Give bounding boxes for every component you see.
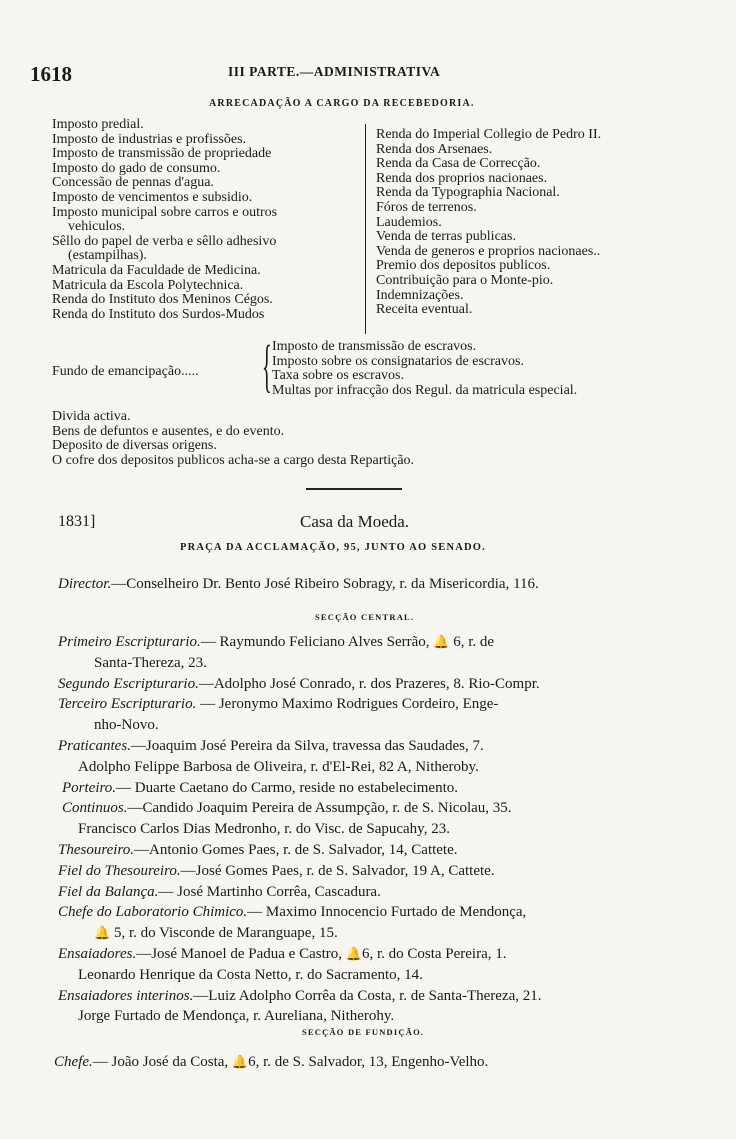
role-label: Thesoureiro. xyxy=(58,841,134,858)
list-item: Imposto sobre os consignatarios de escravos. xyxy=(272,353,524,369)
list-item: Sêllo do papel de verba e sêllo adhesivo xyxy=(52,233,277,249)
list-item: Fóros de terrenos. xyxy=(376,199,477,215)
role-label: Ensaiadores. xyxy=(58,945,137,962)
bell-icon: 🔔 xyxy=(231,1054,249,1069)
list-item: Renda da Casa de Correcção. xyxy=(376,156,541,172)
list-item: Renda da Typographia Nacional. xyxy=(376,185,560,201)
list-item: Santa-Thereza, 23. xyxy=(94,654,207,671)
list-item: Concessão de pennas d'agua. xyxy=(52,175,214,191)
list-item: Venda de generos e proprios nacionaes.. xyxy=(376,243,601,259)
list-item: Imposto de transmissão de propriedade xyxy=(52,146,272,162)
role-label: Terceiro Escripturario. xyxy=(58,696,197,713)
list-item: Francisco Carlos Dias Medronho, r. do Visc. de Sapucahy, 23. xyxy=(78,821,450,838)
fund-items xyxy=(272,340,577,398)
list-item: Matricula da Faculdade de Medicina. xyxy=(52,262,261,278)
role-label: Fiel da Balança. xyxy=(58,883,159,900)
recebedoria-subtitle: ARRECADAÇÃO A CARGO DA RECEBEDORIA. xyxy=(209,98,475,109)
list-item: Receita eventual. xyxy=(376,302,473,318)
list-item: Imposto de transmissão de escravos. xyxy=(272,339,477,354)
list-item: Divida activa. xyxy=(52,409,131,424)
page-number: 1618 xyxy=(30,62,72,86)
list-item: Imposto municipal sobre carros e outros xyxy=(52,204,278,220)
list-item: Renda dos proprios nacionaes. xyxy=(376,170,548,186)
entry-text: —Candido Joaquim Pereira de Assumpção, r. de S. Nicolau, 35. xyxy=(127,800,512,817)
list-item xyxy=(58,798,542,819)
list-item xyxy=(58,736,542,757)
entry-text: 6, r. do Costa Pereira, 1. xyxy=(361,945,507,962)
entry-text: —José Gomes Paes, r. de S. Salvador, 19 A, Cattete. xyxy=(180,862,495,879)
list-item xyxy=(58,840,542,861)
list-item xyxy=(58,694,542,715)
entry-text: 6, r. de xyxy=(453,634,495,650)
list-item: Deposito de diversas origens. xyxy=(52,438,217,454)
column-divider xyxy=(365,124,366,334)
list-item xyxy=(58,861,542,882)
entry-text: —Conselheiro Dr. Bento José Ribeiro Sobragy, r. da Misericordia, 116. xyxy=(111,576,539,592)
brace-icon: { xyxy=(262,333,272,398)
list-item: Renda dos Arsenaes. xyxy=(376,141,493,157)
section-divider xyxy=(306,488,402,490)
list-item xyxy=(58,986,542,1007)
role-label: Primeiro Escripturario. xyxy=(58,634,201,650)
role-label: Continuos. xyxy=(62,800,128,817)
list-item xyxy=(58,778,542,799)
entry-text: — João José da Costa, xyxy=(92,1054,229,1070)
entry-text: — Maximo Innocencio Furtado de Mendonça, xyxy=(247,904,527,921)
list-item: Bens de defuntos e ausentes, e do evento. xyxy=(52,423,285,439)
list-item xyxy=(58,923,542,944)
seccao-fundicao-title: SECÇÃO DE FUNDIÇÃO. xyxy=(302,1027,425,1037)
chefe-fundicao-line xyxy=(54,1052,488,1073)
list-item: Premio dos depositos publicos. xyxy=(376,258,551,274)
fund-label: Fundo de emancipação..... xyxy=(52,364,199,379)
list-item: Imposto do gado de consumo. xyxy=(52,160,221,176)
list-item: vehiculos. xyxy=(68,219,126,235)
bell-icon: 🔔 xyxy=(94,925,111,941)
director-line xyxy=(58,574,539,595)
seccao-central-title: SECÇÃO CENTRAL. xyxy=(315,612,415,622)
role-label: Porteiro. xyxy=(62,779,117,796)
entry-text: 6, r. de S. Salvador, 13, Engenho-Velho. xyxy=(248,1054,489,1070)
recebedoria-right-list xyxy=(376,128,601,318)
list-item: O cofre dos depositos publicos acha-se a cargo desta Repartição. xyxy=(52,452,415,468)
list-item: Leonardo Henrique da Costa Netto, r. do Sacramento, 14. xyxy=(78,966,423,983)
entry-text: 5, r. do Visconde de Maranguape, 15. xyxy=(113,925,338,942)
role-label: Chefe do Laboratorio Chimico. xyxy=(58,904,248,921)
entry-text: — Duarte Caetano do Carmo, reside no estabelecimento. xyxy=(116,779,458,796)
list-item xyxy=(58,944,542,965)
list-item xyxy=(58,882,542,903)
list-item: Taxa sobre os escravos. xyxy=(272,368,404,384)
list-item: Laudemios. xyxy=(376,214,442,230)
moeda-title: Casa da Moeda. xyxy=(300,512,410,531)
entry-text: — Raymundo Feliciano Alves Serrão, xyxy=(200,634,430,650)
role-label: Fiel do Thesoureiro. xyxy=(58,862,181,879)
entry-text: —Adolpho José Conrado, r. dos Prazeres, 8. Rio-Compr. xyxy=(198,675,540,692)
role-label: Director. xyxy=(58,576,112,592)
list-item: Imposto de industrias e profissões. xyxy=(52,131,247,147)
part-title: III PARTE.—ADMINISTRATIVA xyxy=(228,64,441,79)
list-item: Imposto predial. xyxy=(52,117,144,132)
entry-text: —Antonio Gomes Paes, r. de S. Salvador, 14, Cattete. xyxy=(133,841,458,858)
role-label: Praticantes. xyxy=(58,737,131,754)
entry-text: — José Martinho Corrêa, Cascadura. xyxy=(158,883,381,900)
entry-text: —José Manoel de Padua e Castro, xyxy=(136,945,342,962)
list-item: Renda do Instituto dos Surdos-Mudos xyxy=(52,306,265,322)
list-item: nho-Novo. xyxy=(94,717,159,734)
role-label: Segundo Escripturario. xyxy=(58,675,199,692)
recebedoria-left-list xyxy=(52,118,277,322)
moeda-address: PRAÇA DA ACCLAMAÇÃO, 95, JUNTO AO SENADO. xyxy=(180,542,486,553)
list-item xyxy=(58,632,542,653)
list-item: Contribuição para o Monte-pio. xyxy=(376,272,554,288)
entry-text: —Luiz Adolpho Corrêa da Costa, r. de Santa-Thereza, 21. xyxy=(193,987,542,1004)
entry-text: — Jeronymo Maximo Rodrigues Cordeiro, Enge- xyxy=(200,696,499,713)
list-item: Renda do Instituto dos Meninos Cégos. xyxy=(52,292,273,308)
recebedoria-bottom-list xyxy=(52,410,414,468)
list-item: Adolpho Felippe Barbosa de Oliveira, r. d'El-Rei, 82 A, Nitheroby. xyxy=(78,758,479,775)
list-item xyxy=(58,902,542,923)
list-item: Renda do Imperial Collegio de Pedro II. xyxy=(376,127,602,142)
list-item: Jorge Furtado de Mendonça, r. Aureliana, Nitherohy. xyxy=(78,1008,395,1025)
role-label: Chefe. xyxy=(54,1054,93,1070)
list-item: Imposto de vencimentos e subsidio. xyxy=(52,189,253,205)
bell-icon: 🔔 xyxy=(345,945,362,961)
central-entries xyxy=(58,632,542,1027)
role-label: Ensaiadores interinos. xyxy=(58,987,194,1004)
list-item: (estampilhas). xyxy=(68,248,147,264)
list-item: Venda de terras publicas. xyxy=(376,229,516,245)
list-item: Multas por infracção dos Regul. da matricula especial. xyxy=(272,382,578,398)
moeda-year: 1831] xyxy=(58,513,96,530)
list-item xyxy=(58,674,542,695)
bell-icon: 🔔 xyxy=(433,634,450,649)
list-item: Matricula da Escola Polytechnica. xyxy=(52,277,244,293)
list-item: Indemnizações. xyxy=(376,287,464,303)
entry-text: —Joaquim José Pereira da Silva, travessa das Saudades, 7. xyxy=(130,737,484,754)
